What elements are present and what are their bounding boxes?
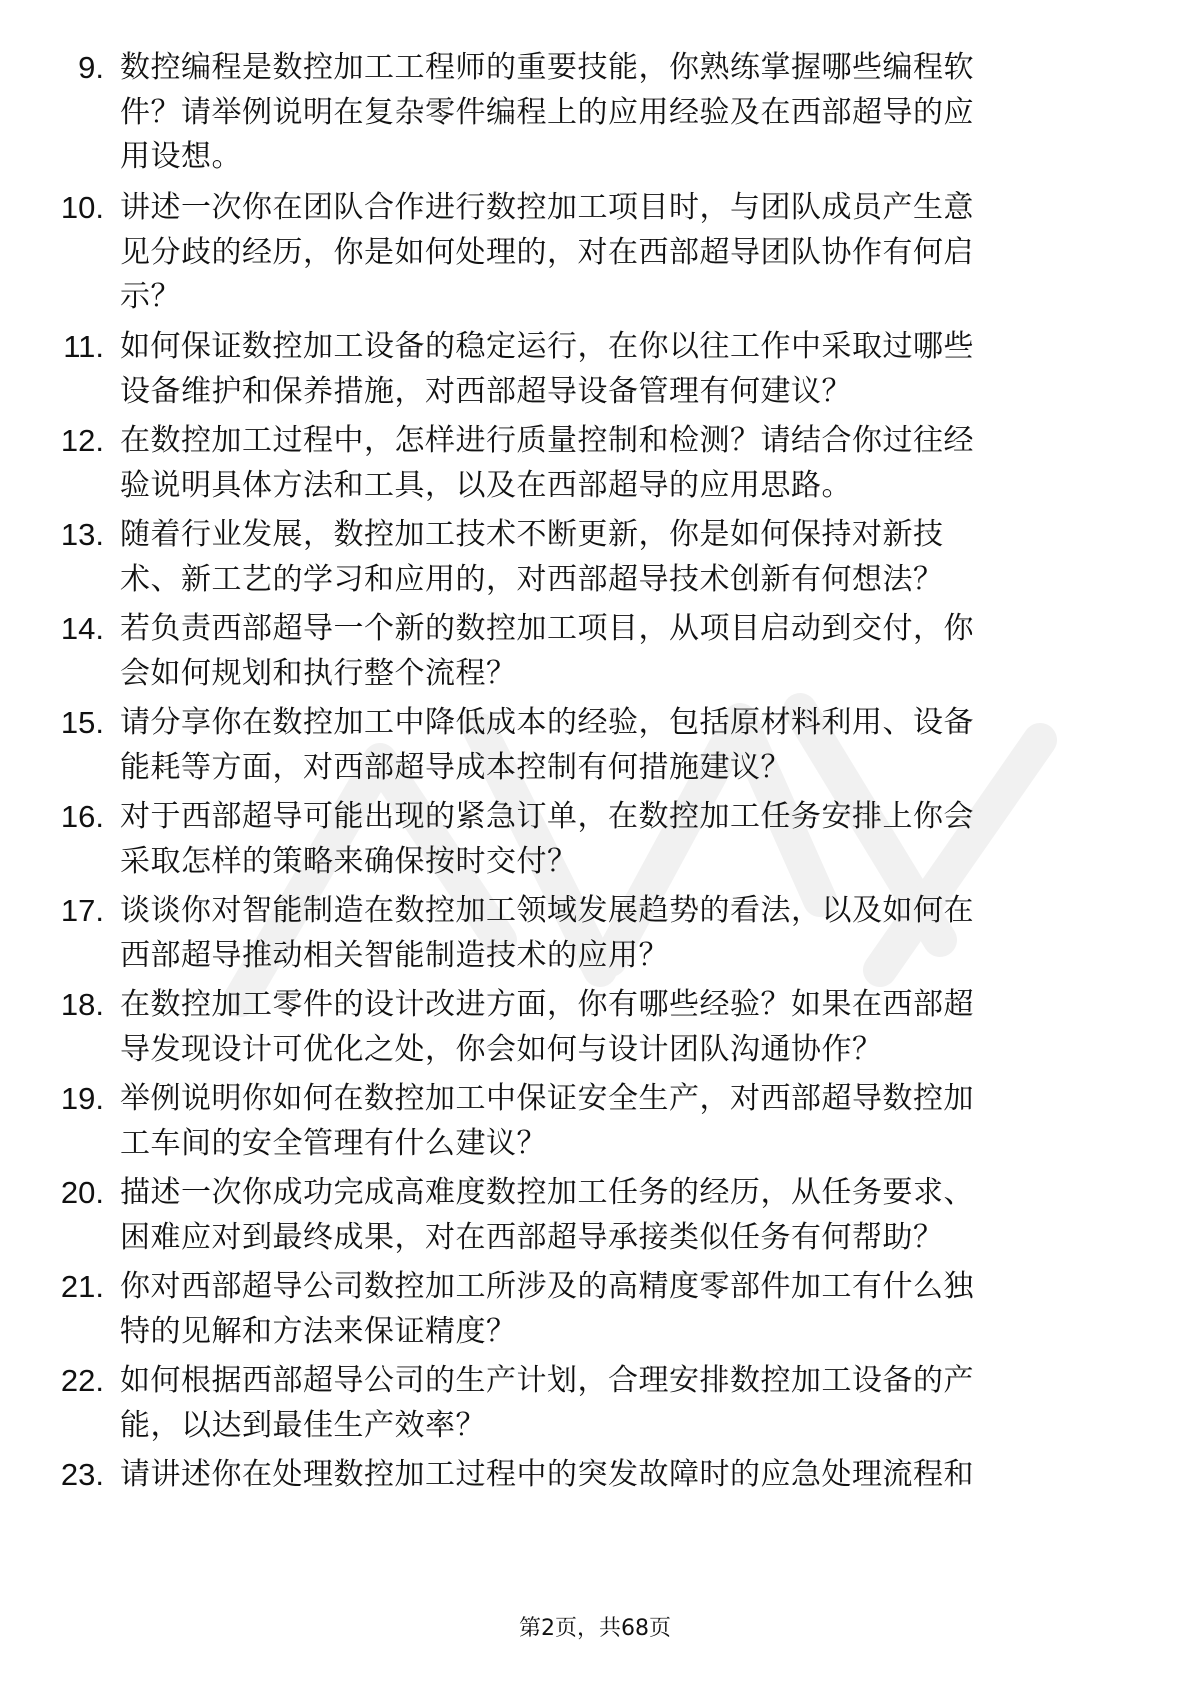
question-text: 随着行业发展，数控加工技术不断更新，你是如何保持对新技 术、新工艺的学习和应用的，对西部超导技术创新有何想法？	[120, 517, 944, 597]
question-text: 举例说明你如何在数控加工中保证安全生产，对西部超导数控加 工车间的安全管理有什么建议？	[120, 1081, 974, 1161]
question-text: 如何保证数控加工设备的稳定运行，在你以往工作中采取过哪些 设备维护和保养措施，对西部超导设备管理有何建议？	[120, 329, 974, 409]
question-text: 对于西部超导可能出现的紧急订单，在数控加工任务安排上你会 采取怎样的策略来确保按时交付？	[120, 799, 974, 879]
page-number-footer: 第2页，共68页	[519, 1616, 671, 1641]
question-number: 21.	[60, 1269, 104, 1304]
question-number: 12.	[60, 423, 104, 458]
question-number: 11.	[63, 329, 104, 364]
question-text: 在数控加工过程中，怎样进行质量控制和检测？请结合你过往经 验说明具体方法和工具，以及在西部超导的应用思路。	[120, 423, 974, 503]
question-number: 15.	[60, 705, 104, 740]
question-text: 如何根据西部超导公司的生产计划，合理安排数控加工设备的产 能，以达到最佳生产效率？	[120, 1363, 974, 1443]
question-number: 10.	[60, 190, 104, 225]
question-number: 20.	[60, 1175, 104, 1210]
question-number: 19.	[60, 1081, 104, 1116]
question-text: 若负责西部超导一个新的数控加工项目，从项目启动到交付，你 会如何规划和执行整个流程？	[120, 611, 974, 691]
question-number: 22.	[60, 1363, 104, 1398]
question-text: 讲述一次你在团队合作进行数控加工项目时，与团队成员产生意 见分歧的经历，你是如何处理的，对在西部超导团队协作有何启 示？	[120, 190, 974, 314]
question-text: 你对西部超导公司数控加工所涉及的高精度零部件加工有什么独 特的见解和方法来保证精度？	[120, 1269, 974, 1349]
question-number: 13.	[60, 517, 104, 552]
question-number: 16.	[60, 799, 104, 834]
question-text: 数控编程是数控加工工程师的重要技能，你熟练掌握哪些编程软 件？请举例说明在复杂零件编程上的应用经验及在西部超导的应 用设想。	[120, 50, 974, 174]
question-number: 14.	[60, 611, 104, 646]
question-number: 23.	[60, 1457, 104, 1492]
question-number: 9.	[78, 50, 104, 85]
question-number: 17.	[60, 893, 104, 928]
question-text: 描述一次你成功完成高难度数控加工任务的经历，从任务要求、 困难应对到最终成果，对在西部超导承接类似任务有何帮助？	[120, 1175, 974, 1255]
question-text: 谈谈你对智能制造在数控加工领域发展趋势的看法，以及如何在 西部超导推动相关智能制造技术的应用？	[120, 893, 974, 973]
question-text: 请讲述你在处理数控加工过程中的突发故障时的应急处理流程和	[120, 1457, 974, 1492]
question-text: 请分享你在数控加工中降低成本的经验，包括原材料利用、设备 能耗等方面，对西部超导成本控制有何措施建议？	[120, 705, 974, 785]
question-number: 18.	[60, 987, 104, 1022]
question-text: 在数控加工零件的设计改进方面，你有哪些经验？如果在西部超 导发现设计可优化之处，你会如何与设计团队沟通协作？	[120, 987, 974, 1067]
